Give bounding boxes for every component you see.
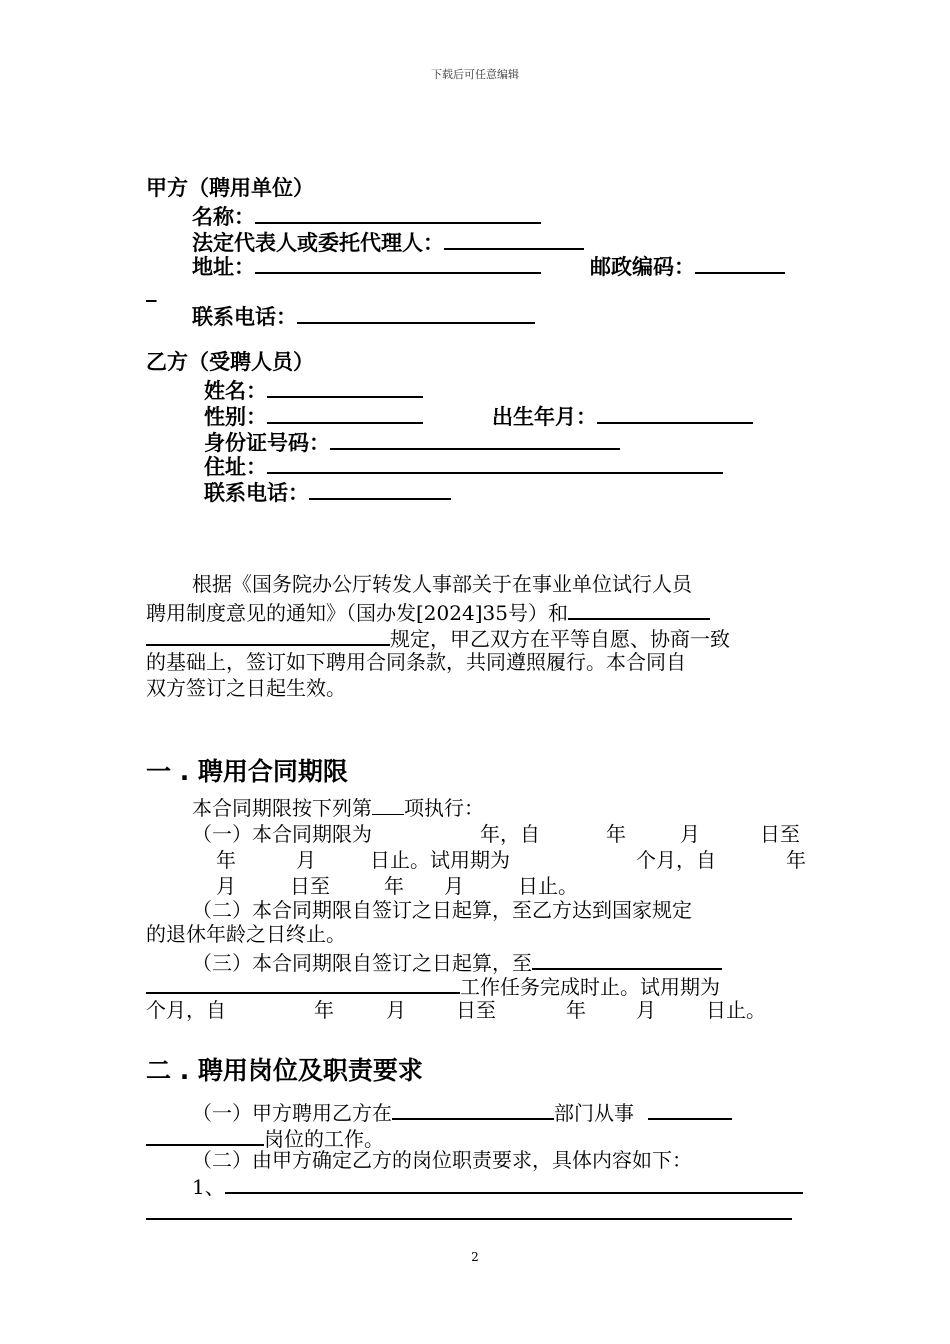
option-3-task-blank-1[interactable] — [532, 948, 722, 970]
party-b-phone-blank[interactable] — [309, 478, 451, 500]
preamble-line-2-text: 聘用制度意见的通知》（国办发[2024]35号）和 — [146, 601, 568, 625]
party-a-wrap-mark: _ — [146, 278, 157, 302]
party-a-phone-label: 联系电话： — [192, 305, 297, 329]
party-a-phone-blank[interactable] — [297, 302, 535, 324]
preamble-basis-blank-1[interactable] — [568, 598, 710, 620]
option-1-word-day-to: 日至 — [760, 822, 800, 846]
option-1-word-year-4: 年 — [384, 874, 404, 898]
section-2-item-1-text-c: 岗位的工作。 — [264, 1127, 384, 1151]
party-b-address-label: 住址： — [204, 455, 267, 479]
party-b-title: 乙方（受聘人员） — [146, 350, 314, 374]
preamble-line-4: 的基础上，签订如下聘用合同条款，共同遵照履行。本合同自 — [146, 650, 686, 674]
option-1-word-year-2: 年 — [216, 848, 236, 872]
party-b-id-label: 身份证号码： — [204, 431, 330, 455]
section-1-intro — [192, 796, 484, 820]
party-b-name-blank[interactable] — [267, 376, 423, 398]
party-b-birth-blank[interactable] — [597, 402, 753, 424]
option-3-word-month: 月 — [386, 998, 406, 1022]
option-1-word-year-from: 年，自 — [480, 822, 540, 846]
party-b-id-row — [204, 428, 620, 455]
option-1-word-month-4: 月 — [444, 874, 464, 898]
option-1-word-day-to-2: 日至 — [290, 874, 330, 898]
option-1-trial-text: 日止。试用期为 — [370, 848, 510, 872]
section-2-job-blank-1[interactable] — [648, 1098, 732, 1120]
party-a-title: 甲方（聘用单位） — [146, 176, 314, 200]
party-b-phone-row — [204, 478, 451, 505]
option-1-word-month-2: 月 — [296, 848, 316, 872]
party-a-postcode-blank[interactable] — [695, 252, 785, 274]
section-2-duty-blank-2[interactable] — [146, 1198, 792, 1220]
preamble-line-3 — [146, 624, 730, 651]
party-b-gender-row — [204, 402, 423, 429]
section-2-job-blank-2[interactable] — [146, 1124, 264, 1146]
preamble-basis-blank-2[interactable] — [146, 624, 390, 646]
preamble-line-5: 双方签订之日起生效。 — [146, 676, 346, 700]
option-2-line-2: 的退休年龄之日终止。 — [146, 922, 346, 946]
section-2-item-2: （二）由甲方确定乙方的岗位职责要求，具体内容如下： — [192, 1148, 692, 1172]
option-3-word-month-2: 月 — [636, 998, 656, 1022]
option-3-text-b: 工作任务完成时止。试用期为 — [460, 975, 720, 999]
option-1-months-text: 个月，自 — [636, 848, 716, 872]
party-b-birth-label: 出生年月： — [492, 405, 597, 429]
section-1-option-blank[interactable] — [372, 796, 404, 815]
party-b-id-blank[interactable] — [330, 428, 620, 450]
option-1-word-year-3: 年 — [786, 848, 806, 872]
party-b-phone-label: 联系电话： — [204, 481, 309, 505]
section-2-item-1-text-a: （一）甲方聘用乙方在 — [192, 1101, 392, 1125]
option-3-line-1 — [192, 948, 722, 975]
party-a-rep-blank[interactable] — [444, 228, 584, 250]
option-1-word-month-3: 月 — [216, 874, 236, 898]
party-b-birth-row — [492, 402, 753, 429]
party-b-gender-label: 性别： — [204, 405, 267, 429]
preamble-line-3-text: 规定，甲乙双方在平等自愿、协商一致 — [390, 627, 730, 651]
party-b-name-row — [204, 376, 423, 403]
party-a-rep-row — [192, 228, 584, 255]
option-3-word-year-2: 年 — [566, 998, 586, 1022]
section-2-list-item-1 — [192, 1172, 803, 1199]
party-a-name-blank[interactable] — [255, 202, 541, 224]
section-2-item-1-line-1 — [192, 1098, 732, 1125]
option-1-word-day-end: 日止。 — [518, 874, 578, 898]
preamble-line-2 — [146, 598, 710, 625]
section-2-item-1-text-b: 部门从事 — [554, 1101, 634, 1125]
section-2-heading: 二 . 聘用岗位及职责要求 — [146, 1056, 423, 1085]
party-b-address-row — [204, 452, 723, 479]
preamble-line-1: 根据《国务院办公厅转发人事部关于在事业单位试行人员 — [192, 572, 692, 596]
section-1-heading: 一 . 聘用合同期限 — [146, 757, 348, 786]
party-b-address-blank[interactable] — [267, 452, 723, 474]
section-2-item-1-line-2 — [146, 1124, 384, 1151]
section-2-duty-blank-1[interactable] — [225, 1172, 803, 1194]
option-1-word-month: 月 — [680, 822, 700, 846]
option-3-months-text: 个月，自 — [146, 998, 226, 1022]
party-a-address-blank[interactable] — [255, 252, 541, 274]
section-2-list-item-1-number: 1、 — [192, 1175, 225, 1199]
option-2-line-1: （二）本合同期限自签订之日起算，至乙方达到国家规定 — [192, 898, 692, 922]
section-2-department-blank[interactable] — [392, 1098, 554, 1120]
party-a-name-row — [192, 202, 541, 229]
page-number: 2 — [471, 1250, 479, 1264]
party-a-address-row — [192, 252, 541, 279]
option-3-task-blank-2[interactable] — [146, 972, 460, 994]
page-header-note: 下载后可任意编辑 — [431, 68, 519, 81]
option-1-word-year: 年 — [606, 822, 626, 846]
party-a-name-label: 名称： — [192, 205, 255, 229]
party-a-rep-label: 法定代表人或委托代理人： — [192, 231, 444, 255]
section-1-intro-a: 本合同期限按下列第 — [192, 796, 372, 820]
option-3-word-year: 年 — [314, 998, 334, 1022]
option-3-word-day-to: 日至 — [456, 998, 496, 1022]
option-3-word-day-end: 日止。 — [706, 998, 766, 1022]
option-3-text-a: （三）本合同期限自签订之日起算，至 — [192, 951, 532, 975]
option-3-line-2 — [146, 972, 720, 999]
option-1-text: （一）本合同期限为 — [192, 822, 372, 846]
section-1-intro-b: 项执行： — [404, 796, 484, 820]
party-b-name-label: 姓名： — [204, 379, 267, 403]
party-b-gender-blank[interactable] — [267, 402, 423, 424]
party-a-postcode-label: 邮政编码： — [590, 255, 695, 279]
section-2-duty-line-2 — [146, 1198, 792, 1225]
party-a-phone-row — [192, 302, 535, 329]
party-a-postcode-row — [590, 252, 785, 279]
party-a-address-label: 地址： — [192, 255, 255, 279]
